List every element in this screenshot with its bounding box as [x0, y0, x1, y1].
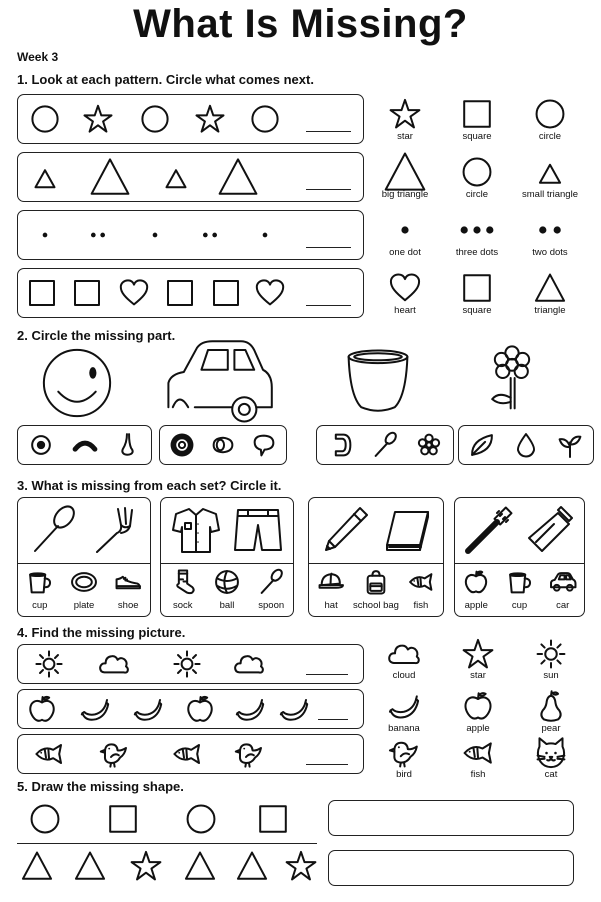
handle-icon[interactable] — [328, 432, 354, 458]
section-3-heading: 3. What is missing from each set? Circle it. — [17, 478, 282, 493]
answer-blank[interactable] — [306, 674, 348, 675]
fish-icon — [172, 739, 202, 769]
drop-icon[interactable] — [513, 432, 539, 458]
nose-icon[interactable] — [115, 432, 141, 458]
headlight-icon[interactable] — [210, 432, 236, 458]
banana-icon — [235, 694, 265, 724]
option-label: fish — [413, 600, 429, 611]
option-label: cloud — [392, 670, 416, 681]
circle-icon — [29, 803, 61, 835]
banana-icon — [80, 694, 110, 724]
answer-blank[interactable] — [306, 764, 348, 765]
heart-icon[interactable] — [389, 272, 421, 304]
bird-icon — [99, 739, 129, 769]
drawing-box[interactable] — [328, 800, 574, 836]
option-label: shoe — [117, 600, 139, 611]
plate-icon[interactable] — [71, 569, 97, 595]
set-divider — [454, 563, 585, 564]
section-1-heading: 1. Look at each pattern. Circle what comes next. — [17, 72, 314, 87]
bird-icon[interactable] — [388, 737, 420, 769]
square-icon[interactable] — [461, 98, 493, 130]
heart-icon — [255, 278, 285, 308]
one-dot-icon[interactable] — [385, 210, 425, 250]
shorts-icon — [233, 505, 283, 555]
answer-blank[interactable] — [306, 305, 351, 306]
three-dots-icon[interactable] — [457, 210, 497, 250]
two-dots-icon[interactable] — [530, 210, 570, 250]
pear-icon[interactable] — [535, 690, 567, 722]
banana-icon[interactable] — [388, 690, 420, 722]
car-missing-wheel-icon — [164, 328, 274, 438]
sprout-icon[interactable] — [557, 432, 583, 458]
one-dot-icon — [32, 222, 58, 248]
option-label: spoon — [258, 600, 285, 611]
square-icon — [211, 278, 241, 308]
bird-icon — [234, 739, 264, 769]
row-divider — [17, 843, 317, 844]
banana-icon — [279, 694, 309, 724]
leaf-icon[interactable] — [469, 432, 495, 458]
big-triangle-icon — [90, 157, 130, 197]
two-dots-icon — [85, 222, 111, 248]
option-label: cup — [511, 600, 528, 611]
sun-icon — [34, 649, 64, 679]
option-label: three dots — [455, 247, 499, 258]
fish-icon[interactable] — [408, 569, 434, 595]
option-label: plate — [73, 600, 95, 611]
shoe-icon[interactable] — [115, 569, 141, 595]
week-label: Week 3 — [17, 50, 59, 64]
flower-icon[interactable] — [416, 432, 442, 458]
cloud-icon — [99, 649, 129, 679]
circle-icon — [185, 803, 217, 835]
square-icon — [165, 278, 195, 308]
triangle-icon — [184, 850, 216, 882]
option-label: apple — [464, 600, 488, 611]
square-icon[interactable] — [461, 272, 493, 304]
pencil-icon — [320, 505, 370, 555]
apple-icon — [185, 694, 215, 724]
option-label: circle — [538, 131, 562, 142]
star-icon — [195, 104, 225, 134]
apple-icon — [27, 694, 57, 724]
book-icon — [382, 505, 432, 555]
circle-icon — [140, 104, 170, 134]
cat-icon[interactable] — [535, 737, 567, 769]
circle-icon — [250, 104, 280, 134]
option-label: cup — [32, 600, 48, 611]
star-icon[interactable] — [462, 638, 494, 670]
eye-icon[interactable] — [28, 432, 54, 458]
square-icon — [257, 803, 289, 835]
section-2-heading: 2. Circle the missing part. — [17, 328, 176, 343]
option-label: star — [397, 131, 413, 142]
option-label: two dots — [532, 247, 568, 258]
sock-icon[interactable] — [170, 569, 196, 595]
apple-icon[interactable] — [462, 690, 494, 722]
option-label: school bag — [353, 600, 399, 611]
spoon-icon[interactable] — [372, 432, 398, 458]
spoon-icon[interactable] — [258, 569, 284, 595]
flower-missing-leaf-icon — [479, 345, 545, 411]
big-triangle-icon — [218, 157, 258, 197]
cloud-icon[interactable] — [388, 638, 420, 670]
option-label: circle — [465, 189, 489, 200]
one-dot-icon — [142, 222, 168, 248]
small-triangle-icon[interactable] — [532, 154, 568, 190]
option-label: big triangle — [381, 189, 429, 200]
option-label: apple — [466, 723, 490, 734]
small-triangle-icon — [159, 160, 193, 194]
cup-icon[interactable] — [507, 569, 533, 595]
cup-missing-handle-icon — [343, 347, 413, 417]
mirror-icon[interactable] — [251, 432, 277, 458]
set-divider — [17, 563, 151, 564]
option-label: cat — [544, 769, 558, 780]
set-divider — [160, 563, 294, 564]
drawing-box[interactable] — [328, 850, 574, 886]
option-label: square — [462, 131, 492, 142]
answer-blank[interactable] — [306, 247, 351, 248]
small-triangle-icon — [28, 160, 62, 194]
cloud-icon — [234, 649, 264, 679]
option-label: hat — [324, 600, 338, 611]
option-label: banana — [388, 723, 420, 734]
star-icon — [83, 104, 113, 134]
face-missing-eye-icon — [41, 347, 113, 419]
page-title: What Is Missing? — [133, 2, 468, 46]
cup-icon[interactable] — [27, 569, 53, 595]
one-dot-icon — [252, 222, 278, 248]
sun-icon[interactable] — [535, 638, 567, 670]
pattern-box — [17, 210, 364, 260]
option-label: triangle — [534, 305, 566, 316]
banana-icon — [133, 694, 163, 724]
option-label: sun — [543, 670, 559, 681]
option-label: car — [556, 600, 570, 611]
triangle-icon — [236, 850, 268, 882]
ball-icon[interactable] — [214, 569, 240, 595]
circle-icon[interactable] — [534, 98, 566, 130]
toothbrush-icon — [464, 505, 514, 555]
toothpaste-icon — [525, 505, 575, 555]
big-triangle-icon[interactable] — [384, 151, 426, 193]
two-dots-icon — [197, 222, 223, 248]
square-icon — [107, 803, 139, 835]
option-label: heart — [394, 305, 416, 316]
pattern-box — [17, 94, 364, 144]
shirt-icon — [171, 505, 221, 555]
eyebrow-icon[interactable] — [72, 432, 98, 458]
option-label: one dot — [389, 247, 421, 258]
option-label: star — [470, 670, 486, 681]
answer-blank[interactable] — [318, 719, 348, 720]
fish-icon — [34, 739, 64, 769]
star-icon — [285, 850, 317, 882]
hat-icon[interactable] — [318, 569, 344, 595]
fork-icon — [90, 505, 140, 555]
section-4-heading: 4. Find the missing picture. — [17, 625, 186, 640]
heart-icon — [119, 278, 149, 308]
option-label: sock — [172, 600, 193, 611]
triangle-icon — [21, 850, 53, 882]
option-label: small triangle — [522, 189, 578, 200]
option-label: pear — [541, 723, 561, 734]
triangle-icon — [74, 850, 106, 882]
square-icon — [72, 278, 102, 308]
star-icon — [130, 850, 162, 882]
option-label: fish — [470, 769, 486, 780]
section-5-heading: 5. Draw the missing shape. — [17, 779, 184, 794]
car-icon[interactable] — [550, 569, 576, 595]
square-icon — [27, 278, 57, 308]
answer-blank[interactable] — [306, 189, 351, 190]
apple-icon[interactable] — [463, 569, 489, 595]
fish-icon[interactable] — [462, 737, 494, 769]
circle-icon — [30, 104, 60, 134]
sun-icon — [172, 649, 202, 679]
tire-icon[interactable] — [169, 432, 195, 458]
school-bag-icon[interactable] — [363, 569, 389, 595]
spoon-icon — [28, 505, 78, 555]
option-label: bird — [396, 769, 412, 780]
star-icon[interactable] — [389, 98, 421, 130]
option-label: square — [462, 305, 492, 316]
triangle-icon[interactable] — [534, 272, 566, 304]
option-label: ball — [219, 600, 235, 611]
set-divider — [308, 563, 444, 564]
answer-blank[interactable] — [306, 131, 351, 132]
circle-icon[interactable] — [461, 156, 493, 188]
